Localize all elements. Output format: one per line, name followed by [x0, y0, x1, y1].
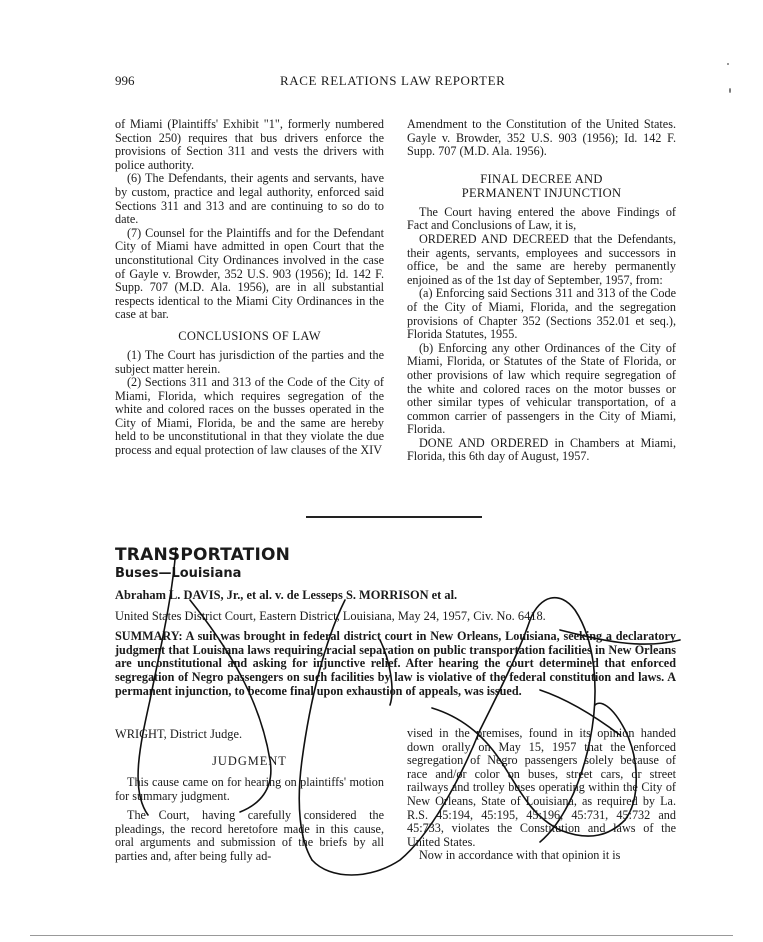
paragraph: (6) The Defendants, their agents and servants, have by custom, practice and legal authority, enforced said Sections 311 and 313 and are continuing to so do to date.	[115, 171, 384, 227]
judgment-heading: JUDGMENT	[212, 754, 287, 768]
subtopic-heading: Buses—Louisiana	[115, 566, 242, 581]
right-column-top	[407, 118, 676, 464]
paragraph: (7) Counsel for the Plaintiffs and for the Defendant City of Miami have admitted in open Court that the unconstitutional City Ordinances involved in the case of Gayle v. Browder, 352 U.S. 903 (1956); Id. 142 F. Supp. 707 (M.D. Ala. 1956), are in all substantial respects identical to the Miami City Ordinances in the case at bar.	[115, 225, 384, 322]
paragraph: (2) Sections 311 and 313 of the Code of the City of Miami, Florida, which requires segregation of the white and colored races on the busses operated in the City of Miami, Florida, be and the same are hereby held to be unconstitutional in that they violate the due process and equal protection of law clauses of the XIV	[115, 375, 384, 458]
summary-label: SUMMARY:	[115, 629, 183, 643]
decree-heading-line1: FINAL DECREE AND	[480, 171, 603, 186]
running-head: RACE RELATIONS LAW REPORTER	[280, 73, 506, 88]
paragraph: of Miami (Plaintiffs' Exhibit "1", formerly numbered Section 250) requires that bus drivers enforce the provisions of Section 311 and vests the drivers with police authority.	[115, 117, 384, 172]
section-divider	[306, 516, 482, 518]
paragraph: ORDERED AND DECREED that the Defendants, their agents, servants, employees and successors in office, be and the same are hereby permanently enjoined as of the 1st day of September, 1957, from:	[407, 231, 676, 287]
paragraph: Now in accordance with that opinion it is	[419, 848, 621, 863]
paragraph: The Court having entered the above Findings of Fact and Conclusions of Law, it is,	[407, 204, 676, 233]
paragraph: (1) The Court has jurisdiction of the parties and the subject matter herein.	[115, 347, 384, 376]
summary-text: A suit was brought in federal district court in New Orleans, Louisiana, seeking a declaratory judgment that Louisiana laws requiring racial separation on public transportation facilities in New Orleans are unconstitutional and asking for injunctive relief. After hearing the court determined that enforced segregation of Negro passengers on such facilities by law is violative of the federal constitution and laws. A permanent injunction, to become final upon exhaustion of appeals, was issued.	[115, 629, 677, 698]
paragraph: (b) Enforcing any other Ordinances of the City of Miami, Florida, or Statutes of the State of Florida, or other provisions of law which require segregation of the white and colored races on the motor busses or other similar types of vehicular transportation, of a common carrier of passengers in the City of Miami, Florida.	[407, 340, 676, 437]
case-summary	[115, 630, 676, 699]
conclusions-heading: CONCLUSIONS OF LAW	[178, 328, 321, 343]
paragraph: The Court, having carefully considered the pleadings, the record heretofore made in this cause, oral arguments and submission of the briefs by all parties and, after being fully ad-	[115, 808, 384, 863]
decree-heading-line2: PERMANENT INJUNCTION	[461, 185, 622, 200]
court-line: United States District Court, Eastern District, Louisiana, May 24, 1957, Civ. No. 6418.	[115, 609, 546, 623]
scan-speck	[727, 63, 729, 65]
scan-edge	[30, 935, 733, 936]
page-number: 996	[115, 73, 135, 88]
paragraph: vised in the premises, found in its opinion handed down orally on May 15, 1957 that the enforced segregation of Negro passengers solely because of race and/or color on buses, street cars, or street railways and trolley buses operating within the City of New Orleans, State of Louisiana, as required by La. R.S. 45:194, 45:195, 45:196, 45:731, 45:732 and 45:733, violates the Constitution and laws of the United States.	[407, 726, 676, 849]
paragraph: Amendment to the Constitution of the United States. Gayle v. Browder, 352 U.S. 903 (1956); Id. 142 F. Supp. 707 (M.D. Ala. 1956).	[407, 117, 676, 159]
paragraph: DONE AND ORDERED in Chambers at Miami, Florida, this 6th day of August, 1957.	[407, 435, 676, 464]
case-title: Abraham L. DAVIS, Jr., et al. v. de Lesseps S. MORRISON et al.	[115, 588, 458, 602]
judge-line: WRIGHT, District Judge.	[115, 727, 243, 741]
paragraph: (a) Enforcing said Sections 311 and 313 of the Code of the City of Miami, Florida, and the segregation provisions of Chapter 352 (Sections 352.01 et seq.), Florida Statutes, 1955.	[407, 286, 676, 342]
right-column-bottom	[407, 727, 676, 863]
scan-speck	[729, 88, 731, 93]
topic-heading: TRANSPORTATION	[115, 545, 291, 565]
paragraph: This cause came on for hearing on plaintiffs' motion for summary judgment.	[115, 775, 384, 803]
left-column-bottom	[115, 776, 384, 864]
left-column-top	[115, 118, 384, 458]
